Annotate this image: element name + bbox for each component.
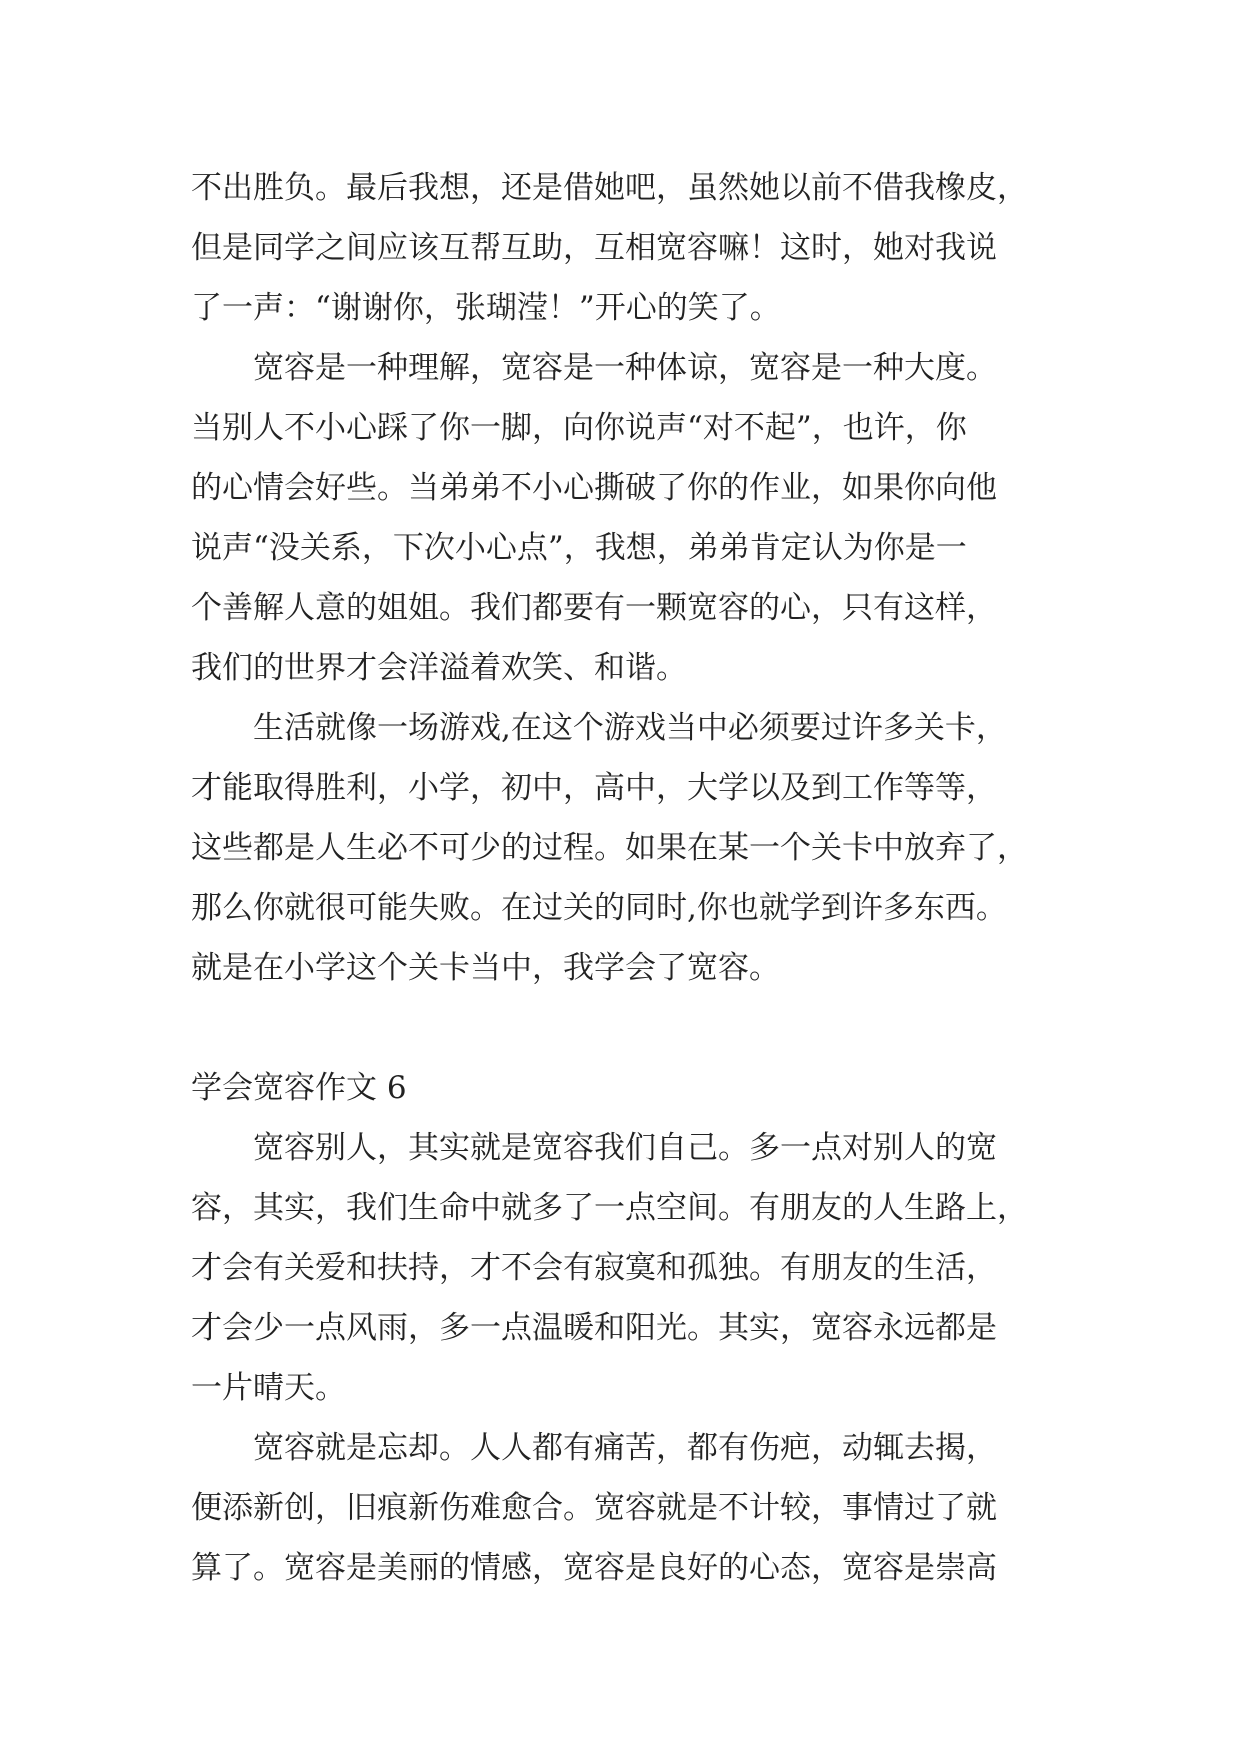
text-line: 算了。宽容是美丽的情感，宽容是良好的心态，宽容是崇高 — [191, 1550, 997, 1586]
section-title: 学会宽容作文 6 — [191, 1070, 407, 1106]
text-line: 那么你就很可能失败。在过关的同时,你也就学到许多东西。 — [191, 890, 1007, 926]
text-line: 才会少一点风雨，多一点温暖和阳光。其实，宽容永远都是 — [191, 1310, 997, 1346]
text-line: 就是在小学这个关卡当中，我学会了宽容。 — [191, 950, 780, 986]
text-block-2 — [191, 1118, 1071, 1598]
text-line: 才会有关爱和扶持，才不会有寂寞和孤独。有朋友的生活， — [191, 1250, 997, 1286]
text-line: 便添新创，旧痕新伤难愈合。宽容就是不计较，事情过了就 — [191, 1490, 997, 1526]
text-line: 一片晴天。 — [191, 1370, 346, 1406]
text-line: 我们的世界才会洋溢着欢笑、和谐。 — [191, 650, 687, 686]
text-line: 才能取得胜利，小学，初中，高中，大学以及到工作等等， — [191, 770, 997, 806]
text-line: 容，其实，我们生命中就多了一点空间。有朋友的人生路上， — [191, 1190, 1028, 1226]
text-line: 说声“没关系，下次小心点”，我想，弟弟肯定认为你是一 — [191, 530, 967, 566]
text-line: 宽容是一种理解，宽容是一种体谅，宽容是一种大度。 — [191, 350, 997, 386]
section-spacer — [191, 998, 1071, 1058]
text-line: 宽容别人，其实就是宽容我们自己。多一点对别人的宽 — [191, 1130, 997, 1166]
text-block-1 — [191, 158, 1071, 998]
text-line: 不出胜负。最后我想，还是借她吧，虽然她以前不借我橡皮， — [191, 170, 1028, 206]
text-line: 但是同学之间应该互帮互助，互相宽容嘛！这时，她对我说 — [191, 230, 997, 266]
text-line: 了一声：“谢谢你，张瑚滢！”开心的笑了。 — [191, 290, 781, 326]
text-line: 当别人不小心踩了你一脚，向你说声“对不起”，也许，你 — [191, 410, 967, 446]
text-line: 个善解人意的姐姐。我们都要有一颗宽容的心，只有这样， — [191, 590, 997, 626]
text-line: 这些都是人生必不可少的过程。如果在某一个关卡中放弃了， — [191, 830, 1028, 866]
text-line: 宽容就是忘却。人人都有痛苦，都有伤疤，动辄去揭， — [191, 1430, 997, 1466]
document-body — [191, 158, 1071, 1598]
text-line: 的心情会好些。当弟弟不小心撕破了你的作业，如果你向他 — [191, 470, 997, 506]
text-line: 生活就像一场游戏,在这个游戏当中必须要过许多关卡， — [191, 710, 1007, 746]
